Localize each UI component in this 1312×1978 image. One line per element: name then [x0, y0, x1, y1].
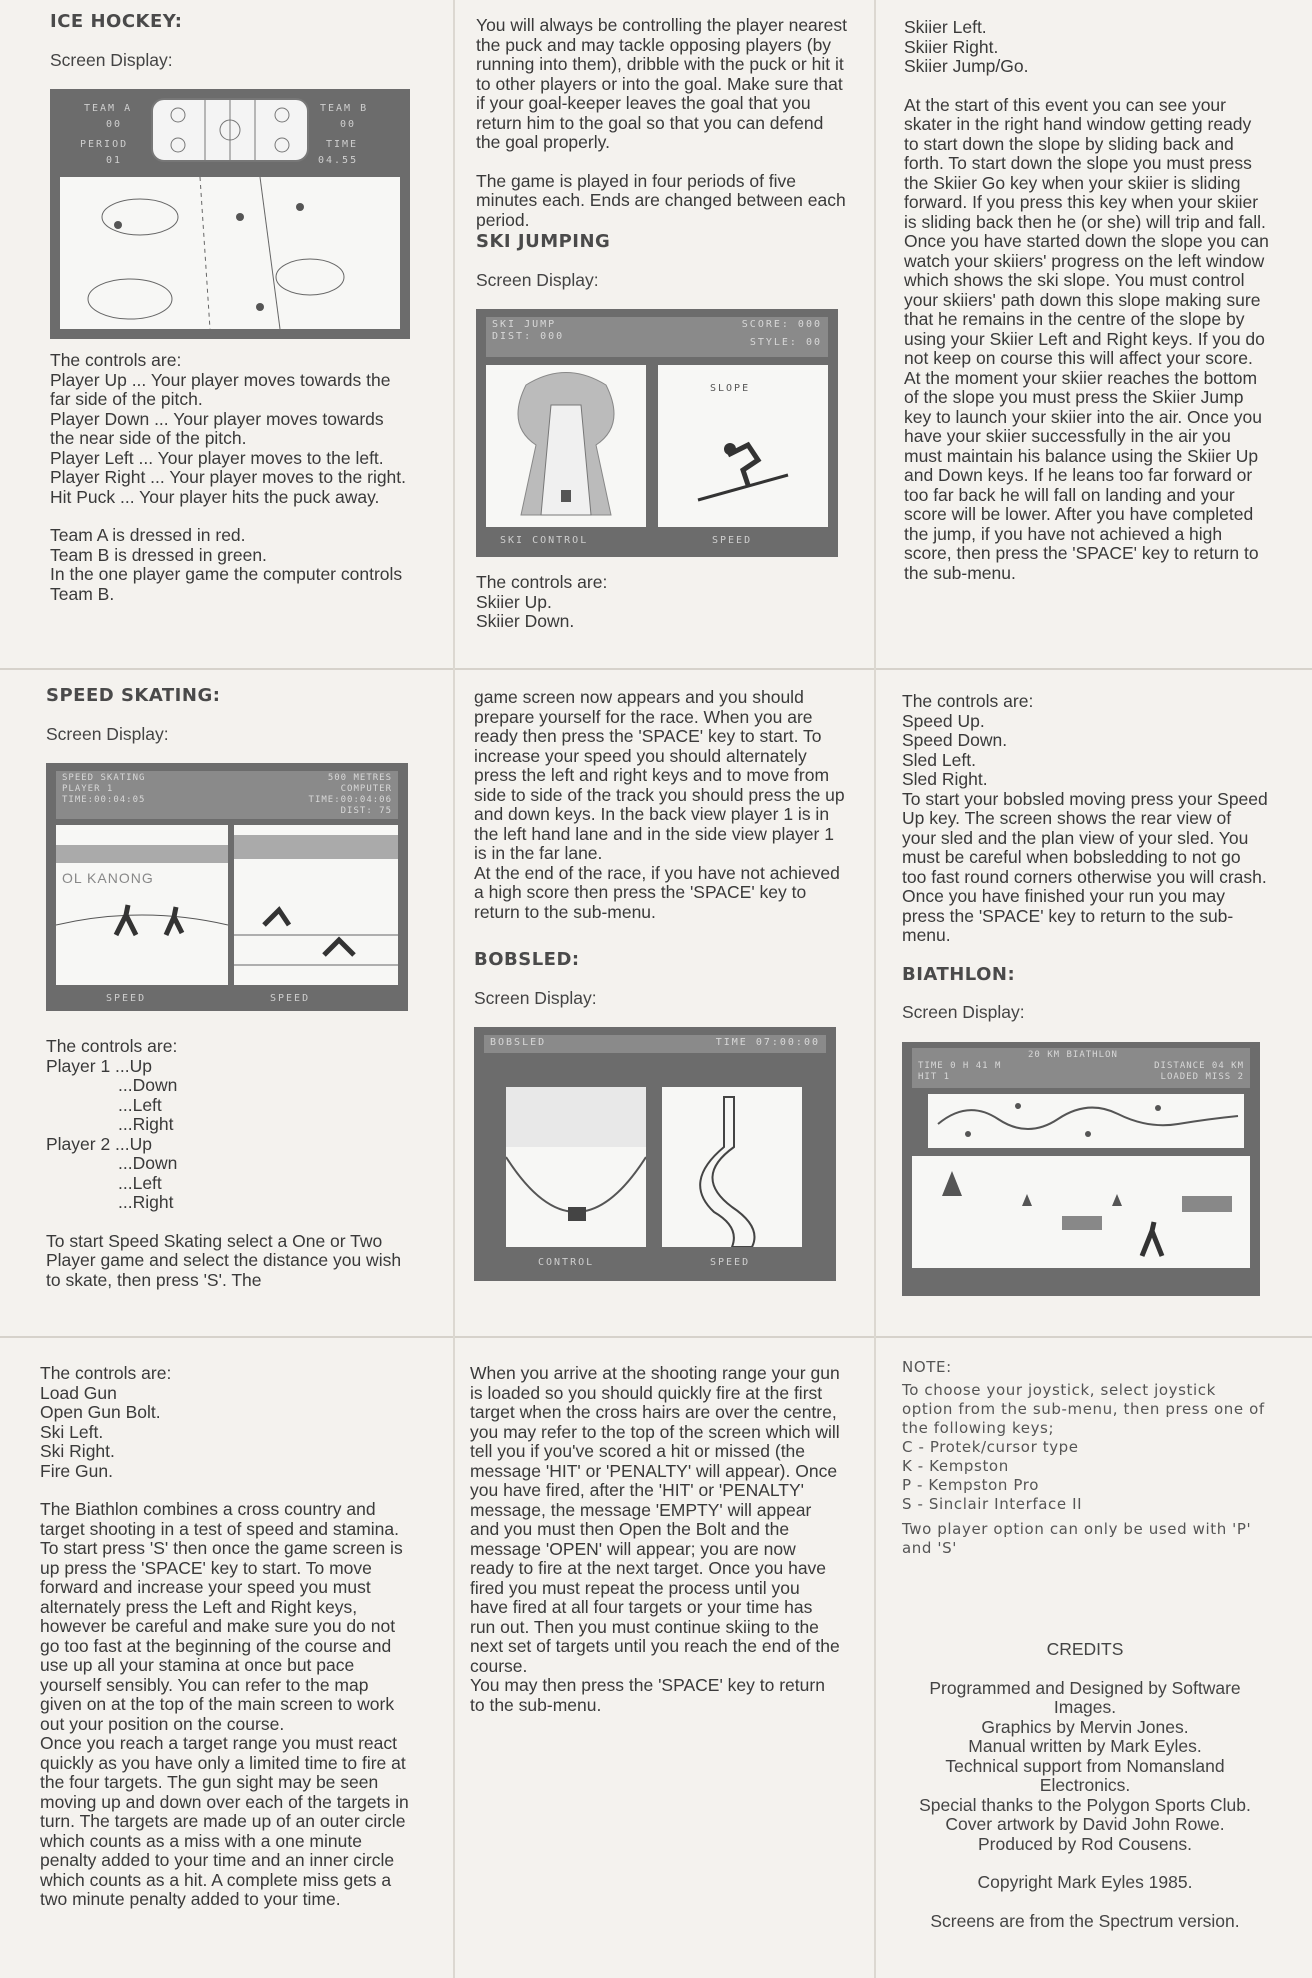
ice-hockey-team-b: Team B is dressed in green.: [50, 544, 267, 565]
screen-period: 01: [106, 155, 123, 166]
biathlon-screen: [902, 1042, 1260, 1296]
skating-side-view: [234, 825, 398, 985]
ski-jumping-screen-label: Screen Display:: [476, 269, 599, 290]
biathlon-control-left: Ski Left.: [40, 1421, 104, 1442]
ski-control-left: Skiier Left.: [904, 17, 987, 37]
bobsled-control-label: CONTROL: [538, 1257, 595, 1268]
bobsled-control-left: Sled Left.: [902, 749, 976, 770]
speed-skating-end-para: At the end of the race, if you have not achieved a high score then press the 'SPACE' key to return to the sub-menu.: [474, 862, 840, 922]
biathlon-distance: DISTANCE 04 KM: [1154, 1060, 1244, 1071]
credits-programmed: Programmed and Designed by Software Images.: [929, 1677, 1241, 1717]
credits-manual: Manual written by Mark Eyles.: [968, 1736, 1202, 1756]
ice-hockey-control-down: Player Down ... Your player moves towards the near side of the pitch.: [50, 408, 384, 448]
bobsled-instructions: To start your bobsled moving press your Speed Up key. The screen shows the rear view of your sled and the plan view of your sled. You must be careful when bobsledding to not go too fast round corners otherwise you will crash.: [902, 788, 1268, 887]
bobsled-controls-intro: The controls are:: [902, 691, 1034, 711]
shooting-end-para: You may then press the 'SPACE' key to return to the sub-menu.: [470, 1675, 825, 1715]
screen-team-a-score: 00: [106, 119, 123, 130]
biathlon-targets-para: Once you reach a target range you must react quickly as you have only a limited time to fire at the four targets. The gun sight may be seen moving up and down over each of the targets in turn. The targets are made up of an outer circle which counts as a miss with a one minute penalty added to your time and an inner circle which counts as a hit. A complete miss gets a two minute penalty added to your time.: [40, 1733, 409, 1909]
biathlon-loaded: LOADED MISS 2: [1160, 1071, 1244, 1082]
screen-time-label: TIME: [326, 139, 359, 150]
biathlon-control-fire: Fire Gun.: [40, 1460, 113, 1481]
biathlon-course-view: [912, 1156, 1250, 1268]
ski-jumping-instructions: At the start of this event you can see your skater in the right hand window getting ready to start down the slope by sliding back and forth. To start down the slope you must press the Skiier Go key when your skiier is sliding forward. If you press this key when your skiier is sliding back then he (or she) will trip and fall. Once you have started down the slope you can watch your skiiers' progress on the left window which shows the ski slope. You must control your skiiers' path down this slope making sure that he remains in the centre of the slope by using your Skiier Left and Right keys. If you do not keep on course this will affect your score. At the moment your skiier reaches the bottom of the slope you must press the Skiier Jump key to launch your skiier into the air. Once you have your skiier successfully in the air you must maintain his balance using the Skiier Up and Down keys. If he leans too far forward or too far back he will fall on landing and your score will be lower. After you have completed the jump, if you have not achieved a high score, then press the 'SPACE' key to return to the sub-menu.: [904, 94, 1269, 583]
biathlon-screen-label: Screen Display:: [902, 1002, 1025, 1022]
biathlon-control-load: Load Gun: [40, 1382, 117, 1403]
ski-jump-ramp-icon: [486, 365, 646, 527]
ski-jumping-screen: [476, 309, 838, 557]
course-map-icon: [928, 1094, 1244, 1148]
ice-hockey-panel: [50, 12, 410, 604]
ice-hockey-control-up: Player Up ... Your player moves towards the far side of the pitch.: [50, 369, 391, 409]
fold-line-bottom: [0, 1336, 1312, 1338]
note-key-c: C - Protek/cursor type: [902, 1438, 1079, 1456]
ice-hockey-control-right: Player Right ... Your player moves to the right.: [50, 467, 407, 487]
screen-time: 04.55: [318, 155, 359, 166]
bobsled-screen-label: Screen Display:: [474, 987, 597, 1008]
credits-panel: [904, 1640, 1266, 1931]
col2-mid-panel: [474, 688, 846, 1293]
credits-technical: Technical support from Nomansland Electronics.: [945, 1755, 1225, 1795]
skating-time2: TIME:00:04:06: [308, 795, 392, 805]
skier-view: [658, 365, 828, 527]
ice-hockey-control-left: Player Left ... Your player moves to the left.: [50, 447, 384, 468]
note-heading: NOTE:: [902, 1358, 952, 1376]
bobsled-control-up: Speed Up.: [902, 710, 985, 731]
screen-team-b: TEAM B: [320, 103, 369, 114]
skating-player: PLAYER 1: [62, 784, 114, 794]
screen-team-a: TEAM A: [84, 103, 133, 114]
col2-top-para2: The game is played in four periods of five minutes each. Ends are changed between each period.: [476, 170, 846, 230]
skaters-side-icon: [234, 825, 398, 985]
note-key-p: P - Kempston Pro: [902, 1476, 1039, 1494]
skier-trees-icon: [912, 1156, 1250, 1268]
credits-thanks: Special thanks to the Polygon Sports Club.: [919, 1794, 1251, 1815]
bobsled-track-icon: [662, 1087, 802, 1247]
ski-jumping-control-down: Skiier Down.: [476, 611, 575, 631]
ice-hockey-heading: ICE HOCKEY:: [50, 11, 183, 32]
biathlon-hit: HIT 1: [918, 1071, 951, 1082]
speed-skating-heading: SPEED SKATING:: [46, 685, 221, 706]
speed-skating-screen-label: Screen Display:: [46, 723, 169, 744]
credits-copyright: Copyright Mark Eyles 1985.: [977, 1872, 1193, 1892]
speed-skating-start: To start Speed Skating select a One or Two Player game and select the distance you wish to skate, then press 'S'. The: [46, 1230, 402, 1290]
ski-jumping-heading: SKI JUMPING: [476, 231, 611, 252]
ski-control-right: Skiier Right.: [904, 36, 999, 57]
biathlon-map: [928, 1094, 1244, 1148]
ski-jumping-control-up: Skiier Up.: [476, 591, 552, 612]
credits-heading: CREDITS: [1046, 1639, 1124, 1659]
bobsled-status-bar: [484, 1035, 826, 1053]
ski-slope-view: [486, 365, 646, 527]
skating-metres: 500 METRES: [327, 773, 392, 783]
biathlon-control-bolt: Open Gun Bolt.: [40, 1402, 161, 1422]
shooting-range-para: When you arrive at the shooting range your gun is loaded so you should quickly fire at the first target when the cross hairs are over the centre, you may refer to the top of the screen which will tell you if you've scored a hit or missed (the message 'HIT' or 'PENALTY' will appear). Once you have fired, after the 'HIT' or 'PENALTY' message, the message 'EMPTY' will appear and you must then Open the Bolt and the message 'OPEN' will appear; you are now ready to fire at the next target. Once you have fired you must repeat the process until you have fired at all four targets or your time has run out. Then you must continue skiing to the next set of targets until you reach the end of the course.: [470, 1363, 840, 1676]
biathlon-controls-intro: The controls are:: [40, 1363, 172, 1383]
bobsled-plan-view: [662, 1087, 802, 1247]
biathlon-title: 20 KM BIATHLON: [1028, 1049, 1118, 1060]
biathlon-heading: BIATHLON:: [902, 963, 1016, 985]
speed-skating-race-para: game screen now appears and you should prepare yourself for the race. When you are ready then press the 'SPACE' key to start. To increase your speed you should alternately press the left and right keys and to move from side to side of the track you should press the up and down keys. In the back view player 1 is in the left hand lane and in the side view player 1 is in the far lane.: [474, 687, 845, 863]
col1-bottom-panel: [40, 1364, 412, 1910]
bobsled-title: BOBSLED: [490, 1037, 547, 1048]
skating-back-view: [56, 825, 228, 985]
credits-screens-note: Screens are from the Spectrum version.: [930, 1910, 1240, 1931]
note-panel: [902, 1358, 1272, 1558]
screen-period-label: PERIOD: [80, 139, 129, 150]
ski-jump-speed-label: SPEED: [712, 535, 753, 546]
rink-overview-icon: [150, 97, 310, 163]
speed-skating-panel: [46, 686, 418, 1290]
ski-jump-title: SKI JUMP: [492, 319, 557, 330]
fold-line-right: [874, 0, 876, 1978]
ski-jump-score: SCORE: 000: [741, 319, 822, 330]
ice-hockey-one-player: In the one player game the computer controls Team B.: [50, 564, 403, 604]
ice-hockey-team-a: Team A is dressed in red.: [50, 525, 246, 545]
screen-team-b-score: 00: [340, 119, 357, 130]
bobsled-screen: [474, 1027, 836, 1281]
skaters-back-icon: [56, 825, 228, 985]
credits-cover: Cover artwork by David John Rowe.: [945, 1814, 1225, 1834]
credits-graphics: Graphics by Mervin Jones.: [981, 1716, 1189, 1737]
skating-time1: TIME:00:04:05: [62, 795, 146, 805]
bobsled-rear-view: [506, 1087, 646, 1247]
bobsled-control-right: Sled Right.: [902, 769, 988, 789]
ice-hockey-controls-intro: The controls are:: [50, 350, 182, 370]
speed-skating-screen: [46, 763, 408, 1011]
note-intro: To choose your joystick, select joystick option from the sub-menu, then press one of the following keys;: [902, 1381, 1265, 1437]
col3-mid-panel: [902, 692, 1268, 1308]
rink-view: [60, 177, 400, 329]
ice-hockey-control-hit: Hit Puck ... Your player hits the puck away.: [50, 486, 380, 507]
credits-producer: Produced by Rod Cousens.: [977, 1833, 1193, 1854]
skating-title: SPEED SKATING: [62, 773, 146, 783]
ski-jumping-controls-intro: The controls are:: [476, 572, 608, 592]
col2-top-panel: [476, 16, 848, 632]
speed-skating-controls-intro: The controls are:: [46, 1036, 178, 1056]
ice-hockey-screen: [50, 89, 410, 339]
bobsled-end-para: Once you have finished your run you may press the 'SPACE' key to return to the sub-menu.: [902, 886, 1234, 945]
col3-top-panel: [904, 18, 1270, 583]
skating-dist: DIST: 75: [340, 806, 392, 816]
bobsled-rear-icon: [506, 1087, 646, 1247]
rink-detail-icon: [60, 177, 400, 329]
note-key-s: S - Sinclair Interface II: [902, 1495, 1083, 1513]
biathlon-control-right: Ski Right.: [40, 1441, 115, 1461]
speed-skating-status-bar: [56, 771, 398, 819]
bobsled-time: TIME 07:00:00: [715, 1037, 820, 1048]
player2-down: ...Down: [118, 1153, 178, 1173]
player1-right: ...Right: [118, 1114, 174, 1134]
skating-computer: COMPUTER: [340, 784, 392, 794]
player1-left: ...Left: [118, 1094, 162, 1115]
fold-line-top: [0, 668, 1312, 670]
col2-bottom-panel: [470, 1364, 842, 1715]
ski-jump-style: STYLE: 00: [749, 337, 822, 348]
ice-hockey-screen-label: Screen Display:: [50, 49, 173, 70]
ski-control-jump: Skiier Jump/Go.: [904, 56, 1029, 76]
biathlon-status-bar: [912, 1048, 1250, 1088]
player2-up: Player 2 ...Up: [46, 1133, 153, 1154]
player2-left: ...Left: [118, 1172, 162, 1193]
player1-down: ...Down: [118, 1075, 178, 1095]
fold-line-left: [453, 0, 455, 1978]
ski-jump-status-bar: [486, 317, 828, 357]
note-footer: Two player option can only be used with 'P' and 'S': [902, 1520, 1252, 1557]
note-key-k: K - Kempston: [902, 1457, 1009, 1475]
ski-jump-slope-label: SLOPE: [710, 383, 751, 394]
player2-right: ...Right: [118, 1192, 174, 1212]
biathlon-intro-para: The Biathlon combines a cross country and target shooting in a test of speed and stamina. To start press 'S' then once the game screen is up press the 'SPACE' key to start. To move forward and increase your speed you must alternately press the Left and Right keys, however be careful and make sure you do not go too fast at the beginning of the course and use up all your stamina at once but pace yourself sensibly. You can refer to the map given on at the top of the main screen to work out your position on the course.: [40, 1499, 403, 1734]
skier-icon: [688, 425, 798, 505]
col2-top-para1: You will always be controlling the player nearest the puck and may tackle opposing players (by running into them), dribble with the puck or hit it to other players or into the goal. Make sure that if your goal-keeper leaves the goal that you return him to the goal so that you can defend the goal properly.: [476, 15, 847, 152]
skating-banner: OL KANONG: [62, 870, 154, 886]
bobsled-heading: BOBSLED:: [474, 949, 580, 970]
bobsled-control-down: Speed Down.: [902, 730, 1008, 750]
ski-jump-dist: DIST: 000: [492, 331, 565, 342]
ski-jump-control-label: SKI CONTROL: [500, 535, 589, 546]
biathlon-time: TIME 0 H 41 M: [918, 1060, 1002, 1071]
player1-up: Player 1 ...Up: [46, 1055, 153, 1076]
bobsled-speed-label: SPEED: [710, 1257, 751, 1268]
skating-speed2-label: SPEED: [270, 993, 311, 1004]
skating-speed1-label: SPEED: [106, 993, 147, 1004]
